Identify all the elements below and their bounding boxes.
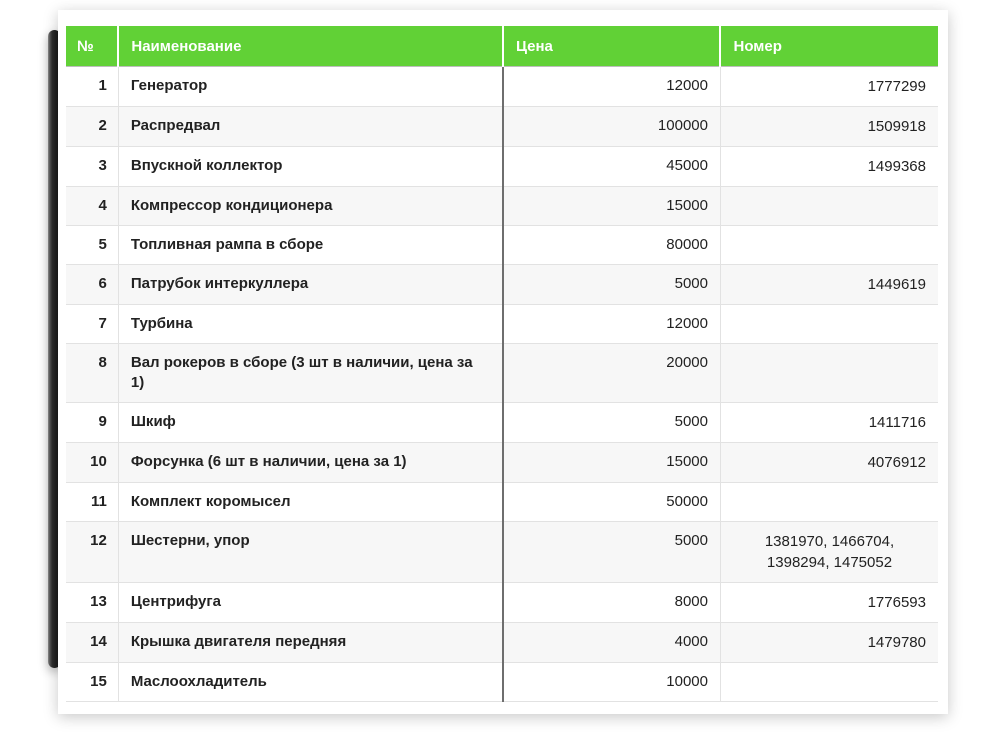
cell-name: Комплект коромысел [118,483,503,522]
cell-number: 7 [66,305,118,344]
table-row[interactable] [66,147,938,187]
cell-code [720,483,938,522]
cell-code: 4076912 [720,443,938,483]
cell-price: 5000 [503,522,720,583]
cell-price: 12000 [503,305,720,344]
cell-name: Патрубок интеркуллера [118,265,503,305]
table-row[interactable] [66,226,938,265]
cell-code [720,305,938,344]
cell-number: 1 [66,67,118,107]
table-header-row [66,26,938,67]
cell-code: 1776593 [720,583,938,623]
cell-name: Вал рокеров в сборе (3 шт в наличии, цена за 1) [118,344,503,403]
table-row[interactable] [66,305,938,344]
cell-name: Центрифуга [118,583,503,623]
cell-code: 1499368 [720,147,938,187]
cell-price: 4000 [503,623,720,663]
cell-code [720,226,938,265]
cell-price: 20000 [503,344,720,403]
table-row[interactable] [66,107,938,147]
cell-price: 100000 [503,107,720,147]
cell-number: 8 [66,344,118,403]
cell-code: 1479780 [720,623,938,663]
table-row[interactable] [66,522,938,583]
table-row[interactable] [66,344,938,403]
cell-number: 10 [66,443,118,483]
cell-code [720,344,938,403]
table-row[interactable] [66,67,938,107]
cell-name: Маслоохладитель [118,663,503,702]
table-row[interactable] [66,623,938,663]
cell-number: 15 [66,663,118,702]
cell-price: 5000 [503,265,720,305]
cell-price: 45000 [503,147,720,187]
cell-number: 4 [66,187,118,226]
cell-number: 11 [66,483,118,522]
price-list-card [58,10,948,714]
cell-code: 1509918 [720,107,938,147]
cell-price: 10000 [503,663,720,702]
parts-price-table [66,26,938,702]
cell-code: 1411716 [720,403,938,443]
cell-name: Крышка двигателя передняя [118,623,503,663]
table-body [66,67,938,702]
table-row[interactable] [66,443,938,483]
cell-number: 13 [66,583,118,623]
cell-number: 3 [66,147,118,187]
cell-code [720,187,938,226]
column-header-price[interactable]: Цена [503,26,720,67]
cell-number: 2 [66,107,118,147]
cell-number: 6 [66,265,118,305]
table-row[interactable] [66,583,938,623]
cell-name: Впускной коллектор [118,147,503,187]
table-row[interactable] [66,187,938,226]
table-row[interactable] [66,403,938,443]
cell-name: Форсунка (6 шт в наличии, цена за 1) [118,443,503,483]
cell-price: 12000 [503,67,720,107]
cell-name: Генератор [118,67,503,107]
cell-code [720,663,938,702]
cell-name: Турбина [118,305,503,344]
cell-code: 1381970, 1466704, 1398294, 1475052 [720,522,938,583]
cell-name: Распредвал [118,107,503,147]
cell-name: Компрессор кондиционера [118,187,503,226]
table-row[interactable] [66,483,938,522]
column-header-name[interactable]: Наименование [118,26,503,67]
table-row[interactable] [66,265,938,305]
cell-price: 15000 [503,187,720,226]
cell-number: 14 [66,623,118,663]
cell-price: 50000 [503,483,720,522]
cell-name: Шестерни, упор [118,522,503,583]
cell-name: Шкиф [118,403,503,443]
cell-price: 80000 [503,226,720,265]
cell-number: 5 [66,226,118,265]
table-row[interactable] [66,663,938,702]
cell-price: 15000 [503,443,720,483]
column-header-code[interactable]: Номер [720,26,938,67]
column-header-number[interactable]: № [66,26,118,67]
cell-name: Топливная рампа в сборе [118,226,503,265]
cell-number: 12 [66,522,118,583]
cell-code: 1449619 [720,265,938,305]
cell-price: 8000 [503,583,720,623]
table-scroll-area[interactable] [66,26,938,702]
table-header [66,26,938,67]
cell-price: 5000 [503,403,720,443]
cell-code: 1777299 [720,67,938,107]
cell-number: 9 [66,403,118,443]
